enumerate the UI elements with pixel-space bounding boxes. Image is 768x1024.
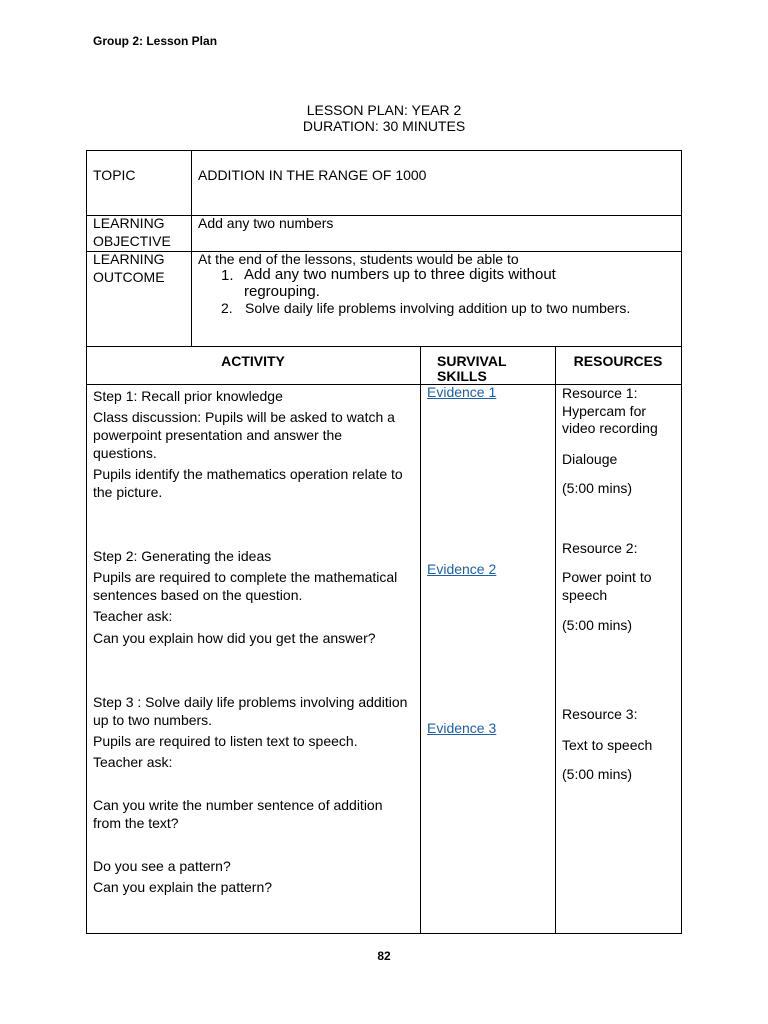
activity-column-header: ACTIVITY <box>221 353 285 369</box>
step3-title-line1: Step 3 : Solve daily life problems involving addition <box>93 694 408 710</box>
objective-value: Add any two numbers <box>198 215 334 231</box>
resource1-line2: video recording <box>562 420 658 436</box>
topic-value: ADDITION IN THE RANGE OF 1000 <box>198 167 427 183</box>
evidence-1-link[interactable]: Evidence 1 <box>427 384 497 400</box>
step1-para2-line2: the picture. <box>93 484 163 500</box>
topic-label: TOPIC <box>93 167 136 183</box>
outcome-label-line1: LEARNING <box>93 251 165 267</box>
evidence-2-link[interactable]: Evidence 2 <box>427 561 497 577</box>
resource1-item: Dialouge <box>562 451 618 467</box>
step2-teacher-ask: Teacher ask: <box>93 608 173 624</box>
page-number: 82 <box>377 949 391 963</box>
step2-question: Can you explain how did you get the answer? <box>93 630 376 646</box>
resource2-time: (5:00 mins) <box>562 617 633 633</box>
step2-para1-line2: sentences based on the question. <box>93 587 303 603</box>
outcome-2-number: 2. <box>221 300 233 316</box>
step3-question2: Do you see a pattern? <box>93 858 231 874</box>
outcome-label-line2: OUTCOME <box>93 269 165 285</box>
document-header: Group 2: Lesson Plan <box>93 34 218 48</box>
lesson-plan-title: LESSON PLAN: YEAR 2 <box>306 102 462 118</box>
step3-title-line2: up to two numbers. <box>93 712 213 728</box>
step2-para1-line1: Pupils are required to complete the mathematical <box>93 569 398 585</box>
resource2-line1: Power point to <box>562 569 652 585</box>
step3-para1: Pupils are required to listen text to speech. <box>93 733 358 749</box>
resources-column-header: RESOURCES <box>573 353 663 369</box>
step1-para1-line3: questions. <box>93 445 157 461</box>
step3-teacher-ask: Teacher ask: <box>93 754 173 770</box>
evidence-3-link[interactable]: Evidence 3 <box>427 720 497 736</box>
outcome-1-line2: regrouping. <box>244 283 320 300</box>
skills-column-header-line1: SURVIVAL <box>437 353 507 369</box>
skills-column-header-line2: SKILLS <box>437 368 487 384</box>
resource1-line1: Hypercam for <box>562 403 647 419</box>
outcome-2-line1: Solve daily life problems involving addition up to two numbers. <box>245 300 631 316</box>
resource1-title: Resource 1: <box>562 385 638 401</box>
step1-para2-line1: Pupils identify the mathematics operation relate to <box>93 466 403 482</box>
step1-para1-line2: powerpoint presentation and answer the <box>93 427 343 443</box>
step3-question1-line1: Can you write the number sentence of addition <box>93 797 383 813</box>
resource3-item: Text to speech <box>562 737 653 753</box>
resource3-title: Resource 3: <box>562 706 638 722</box>
outcome-intro: At the end of the lessons, students would be able to <box>198 251 519 267</box>
step1-title: Step 1: Recall prior knowledge <box>93 388 283 404</box>
step2-title: Step 2: Generating the ideas <box>93 548 272 564</box>
resource2-title: Resource 2: <box>562 540 638 556</box>
duration-title: DURATION: 30 MINUTES <box>302 118 466 134</box>
step3-question1-line2: from the text? <box>93 815 179 831</box>
step1-para1-line1: Class discussion: Pupils will be asked to watch a <box>93 409 395 425</box>
outcome-1-number: 1. <box>221 267 234 284</box>
outcome-1-line1: Add any two numbers up to three digits without <box>244 266 556 283</box>
objective-label-line1: LEARNING <box>93 215 165 231</box>
resource1-time: (5:00 mins) <box>562 480 633 496</box>
resource2-line2: speech <box>562 587 608 603</box>
resource3-time: (5:00 mins) <box>562 766 633 782</box>
objective-label-line2: OBJECTIVE <box>93 233 171 249</box>
step3-question3: Can you explain the pattern? <box>93 879 273 895</box>
